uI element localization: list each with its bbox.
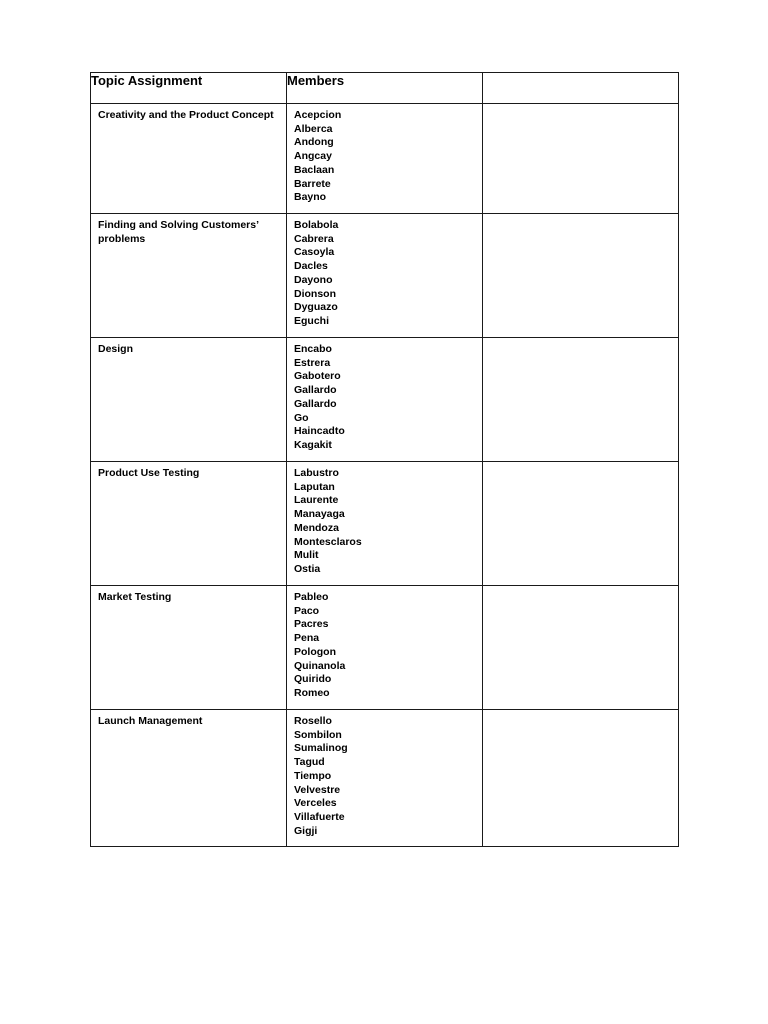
table-row — [91, 214, 679, 338]
member-name: Haincadto — [294, 425, 345, 438]
table-row — [91, 462, 679, 586]
member-name: Pacres — [294, 618, 329, 631]
members-cell — [287, 710, 483, 847]
member-name: Mulit — [294, 549, 319, 562]
member-name: Acepcion — [294, 109, 342, 121]
member-name: Rosello — [294, 715, 332, 727]
member-name: Labustro — [294, 467, 339, 479]
table-header-row — [91, 73, 679, 104]
member-name: Villafuerte — [294, 810, 345, 823]
member-name: Tiempo — [294, 769, 332, 782]
blank-cell — [483, 338, 679, 462]
member-name: Quinanola — [294, 659, 346, 672]
blank-cell — [483, 214, 679, 338]
member-name: Gallardo — [294, 384, 337, 397]
member-name: Pena — [294, 632, 320, 645]
members-cell — [287, 214, 483, 338]
member-name: Estrera — [294, 356, 331, 369]
blank-cell — [483, 586, 679, 710]
members-cell — [287, 104, 483, 214]
member-name: Gabotero — [294, 370, 341, 383]
member-name: Paco — [294, 604, 320, 617]
member-name: Quirido — [294, 673, 332, 686]
topic-cell: Design — [91, 338, 287, 462]
member-name: Go — [294, 411, 309, 424]
header-blank — [483, 73, 679, 104]
member-name: Bayno — [294, 191, 327, 204]
member-name: Kagakit — [294, 438, 332, 451]
header-members: Members — [287, 73, 483, 104]
members-cell — [287, 338, 483, 462]
member-name: Pableo — [294, 591, 329, 603]
member-name: Gallardo — [294, 397, 337, 410]
member-name: Encabo — [294, 343, 332, 355]
blank-cell — [483, 104, 679, 214]
member-name: Andong — [294, 136, 334, 149]
member-name: Sombilon — [294, 728, 342, 741]
header-topic-assignment: Topic Assignment — [91, 73, 287, 104]
member-name: Pologon — [294, 645, 336, 658]
blank-cell — [483, 462, 679, 586]
member-name: Casoyla — [294, 246, 335, 259]
member-name: Mendoza — [294, 521, 339, 534]
member-name: Eguchi — [294, 314, 330, 327]
member-name: Laurente — [294, 494, 339, 507]
member-name: Tagud — [294, 756, 325, 769]
topic-assignment-table — [90, 72, 679, 847]
member-name: Angcay — [294, 150, 332, 163]
members-cell — [287, 462, 483, 586]
members-cell — [287, 586, 483, 710]
member-name: Cabrera — [294, 232, 334, 245]
member-name: Dionson — [294, 287, 336, 300]
topic-cell: Market Testing — [91, 586, 287, 710]
member-name: Ostia — [294, 562, 321, 575]
topic-cell: Product Use Testing — [91, 462, 287, 586]
member-name: Dacles — [294, 260, 328, 273]
member-name: Bolabola — [294, 219, 339, 231]
table-row — [91, 338, 679, 462]
member-name: Romeo — [294, 686, 330, 699]
member-name: Velvestre — [294, 783, 341, 796]
topic-cell: Creativity and the Product Concept — [91, 104, 287, 214]
table-row — [91, 710, 679, 847]
member-name: Manayaga — [294, 508, 345, 521]
table-row — [91, 586, 679, 710]
member-name: Baclaan — [294, 163, 335, 176]
topic-cell: Finding and Solving Customers’ problems — [91, 214, 287, 338]
table-row — [91, 104, 679, 214]
member-name: Sumalinog — [294, 742, 348, 755]
member-name: Gigji — [294, 824, 318, 837]
member-name: Verceles — [294, 797, 337, 810]
blank-cell — [483, 710, 679, 847]
member-name: Alberca — [294, 122, 333, 135]
member-name: Dayono — [294, 273, 333, 286]
member-name: Barrete — [294, 177, 331, 190]
member-name: Montesclaros — [294, 535, 362, 548]
member-name: Dyguazo — [294, 301, 338, 314]
member-name: Laputan — [294, 480, 335, 493]
topic-cell: Launch Management — [91, 710, 287, 847]
